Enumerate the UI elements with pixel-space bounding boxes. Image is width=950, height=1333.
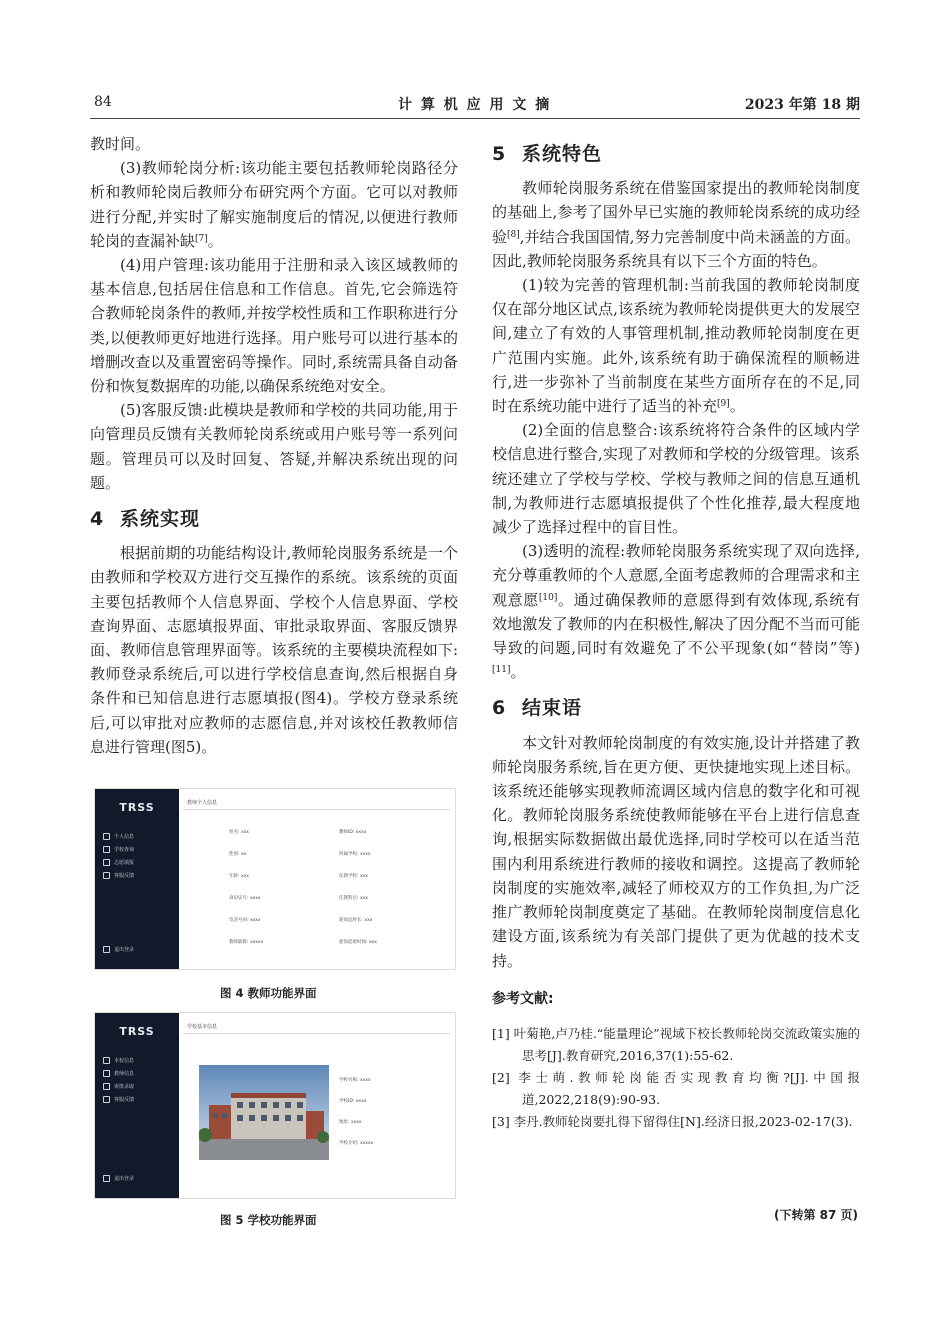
paragraph: (3)透明的流程:教师轮岗服务系统实现了双向选择,充分尊重教师的个人意愿,全面考虑教师的合理需求和主观意愿[10]。通过确保教师的意愿得到有效体现,系统有效地激发了教师的内在积极性,解决了因分配不当而可能导致的问题,同时有效避免了不公平现象(如“替岗”等)[11]。	[492, 542, 860, 682]
app-logo: TRSS	[119, 801, 155, 814]
field: 轮岗起始时间: xxx	[339, 940, 377, 945]
section-heading-4: 4 系统实现	[90, 508, 201, 531]
sidebar-item-feedback[interactable]: 客服反馈	[95, 1093, 179, 1106]
paragraph: (1)较为完善的管理机制:当前我国的教师轮岗制度仅在部分地区试点,该系统为教师轮岗提供更大的发展空间,建立了有效的人事管理机制,推动教师轮岗制度在更广范围内实施。此外,该系统有助于确保流程的顺畅进行,进一步弥补了当前制度在某些方面所存在的不足,同时在系统功能中进行了适当的补充[9]。	[492, 276, 860, 416]
reference-item: [2] 李士萌.教师轮岗能否实现教育均衡?[J].中国报道,2022,218(9):90-93.	[492, 1069, 860, 1107]
logout-button[interactable]: 退出登录	[103, 1175, 134, 1182]
paragraph: 教师轮岗服务系统在借鉴国家提出的教师轮岗制度的基础上,参考了国外早已实施的教师轮岗系统的成功经验[8],并结合我国国情,努力完善制度中尚未涵盖的方面。因此,教师轮岗服务系统具有以下三个方面的特色。	[492, 179, 860, 270]
paragraph: (4)用户管理:该功能用于注册和录入该区域教师的基本信息,包括居住信息和工作信息。首先,它会筛选符合教师轮岗条件的教师,并按学校性质和工作职称进行分类,以便教师更好地进行选择。用户账号可以进行基本的增删改查以及重置密码等操作。同时,系统需具备自动备份和恢复数据库的功能,以确保系统绝对安全。	[90, 256, 458, 396]
sidebar-item-feedback[interactable]: 客服反馈	[95, 869, 179, 882]
citation: [9]	[717, 399, 730, 410]
chat-icon	[103, 1096, 110, 1103]
figure-5-screenshot	[94, 1012, 456, 1199]
sidebar-item-school-query[interactable]: 学校查询	[95, 843, 179, 856]
sidebar	[95, 789, 179, 969]
paragraph: (5)客服反馈:此模块是教师和学校的共同功能,用于向管理员反馈有关教师轮岗系统或用户账号等一系列问题。管理员可以及时回复、答疑,并解决系统出现的问题。	[90, 401, 458, 492]
sidebar-item-school-info[interactable]: 本校信息	[95, 1054, 179, 1067]
sidebar-item-teacher-info[interactable]: 教师信息	[95, 1067, 179, 1080]
paragraph: (2)全面的信息整合:该系统将符合条件的区域内学校信息进行整合,实现了对教师和学校的分级管理。该系统还建立了学校与学校、学校与教师之间的信息互通机制,为教师进行志愿填报提供了个性化推荐,最大程度地减少了选择过程中的盲目性。	[492, 421, 860, 537]
divider	[183, 1033, 451, 1034]
home-icon	[103, 1057, 110, 1064]
citation: [11]	[492, 665, 511, 676]
right-column	[492, 142, 860, 1133]
field: 姓名: xxx	[229, 830, 249, 835]
school-building-image	[199, 1065, 329, 1160]
form-icon	[103, 859, 110, 866]
left-column	[90, 132, 458, 759]
panel-title: 学校基本信息	[187, 1024, 218, 1030]
field: 电话号码: xxxx	[229, 918, 261, 923]
continued-note: (下转第 87 页)	[773, 1208, 858, 1222]
paragraph: 根据前期的功能结构设计,教师轮岗服务系统是一个由教师和学校双方进行交互操作的系统。该系统的页面主要包括教师个人信息界面、学校个人信息界面、学校查询界面、志愿填报界面、审批录取界面、客服反馈界面、教师信息管理界面等。该系统的主要模块流程如下:教师登录系统后,可以进行学校信息查询,然后根据自身条件和已知信息进行志愿填报(图4)。学校方登录系统后,可以审批对应教师的志愿信息,并对该校任教教师信息进行管理(图5)。	[90, 544, 458, 756]
field: 所属学校: xxxx	[339, 852, 371, 857]
reference-item: [3] 李丹.教师轮岗要扎得下留得住[N].经济日报,2023-02-17(3).	[492, 1113, 853, 1129]
user-icon	[103, 833, 110, 840]
field: 年龄: xxx	[229, 874, 249, 879]
paragraph: (3)教师轮岗分析:该功能主要包括教师轮岗路径分析和教师轮岗后教师分布研究两个方面。它可以对教师进行分配,并实时了解实施制度后的情况,以便进行教师轮岗的查漏补缺[7]。	[90, 159, 458, 250]
logout-icon	[103, 946, 110, 953]
field: 学校介绍: xxxxx	[339, 1141, 374, 1146]
app-logo: TRSS	[119, 1025, 155, 1038]
field: 学校ID: xxxx	[339, 1099, 367, 1104]
figure-4-screenshot	[94, 788, 456, 970]
panel-title: 教师个人信息	[187, 800, 218, 806]
field: 轮岗总时长: xxx	[339, 918, 373, 923]
citation: [8]	[507, 229, 520, 240]
users-icon	[103, 1070, 110, 1077]
field: 地址: xxxx	[339, 1120, 362, 1125]
section-heading-5: 5 系统特色	[492, 143, 603, 165]
logout-icon	[103, 1175, 110, 1182]
field: 身份证号: xxxx	[229, 896, 261, 901]
sidebar-item-approval[interactable]: 审批录取	[95, 1080, 179, 1093]
page-number: 84	[94, 94, 112, 110]
paragraph: 教时间。	[90, 135, 151, 153]
sidebar-item-application[interactable]: 志愿填报	[95, 856, 179, 869]
citation: [7]	[195, 233, 208, 244]
field: 任教科目: xxx	[339, 896, 368, 901]
figure-5-caption: 图 5 学校功能界面	[220, 1213, 317, 1227]
paragraph: 本文针对教师轮岗制度的有效实施,设计并搭建了教师轮岗服务系统,旨在更方便、更快捷地实现上述目标。该系统还能够实现教师流调区域内信息的数字化和可视化。教师轮岗服务系统使教师能够在平台上进行信息查询,根据实际数据做出最优选择,同时学校可以在适当范围内利用系统进行教师的接收和调控。这提高了教师轮岗制度的实施效率,减轻了师校双方的工作负担,为广泛推广教师轮岗制度奠定了基础。在教师轮岗制度信息化建设方面,该系统为有关部门提供了更为优越的技术支持。	[492, 733, 860, 970]
field: 任教学校: xxx	[339, 874, 368, 879]
search-icon	[103, 846, 110, 853]
header-rule	[90, 118, 860, 119]
citation: [10]	[538, 592, 558, 603]
logout-button[interactable]: 退出登录	[103, 946, 134, 953]
sidebar-item-profile[interactable]: 个人信息	[95, 830, 179, 843]
figure-4-caption: 图 4 教师功能界面	[220, 986, 317, 1000]
issue-label: 2023 年第 18 期	[744, 97, 860, 113]
field: 教师职称: xxxxx	[229, 940, 264, 945]
chat-icon	[103, 872, 110, 879]
journal-title: 计 算 机 应 用 文 摘	[398, 97, 552, 113]
check-icon	[103, 1083, 110, 1090]
references-heading: 参考文献:	[492, 990, 554, 1007]
reference-item: [1] 叶菊艳,卢乃桂.“能量理论”视域下校长教师轮岗交流政策实施的思考[J].教育研究,2016,37(1):55-62.	[492, 1025, 860, 1063]
divider	[183, 809, 451, 810]
field: 学校名称: xxxx	[339, 1078, 371, 1083]
field: 教师ID: xxxx	[339, 830, 367, 835]
field: 性别: xx	[229, 852, 247, 857]
sidebar	[95, 1013, 179, 1198]
section-heading-6: 6 结束语	[492, 697, 583, 720]
